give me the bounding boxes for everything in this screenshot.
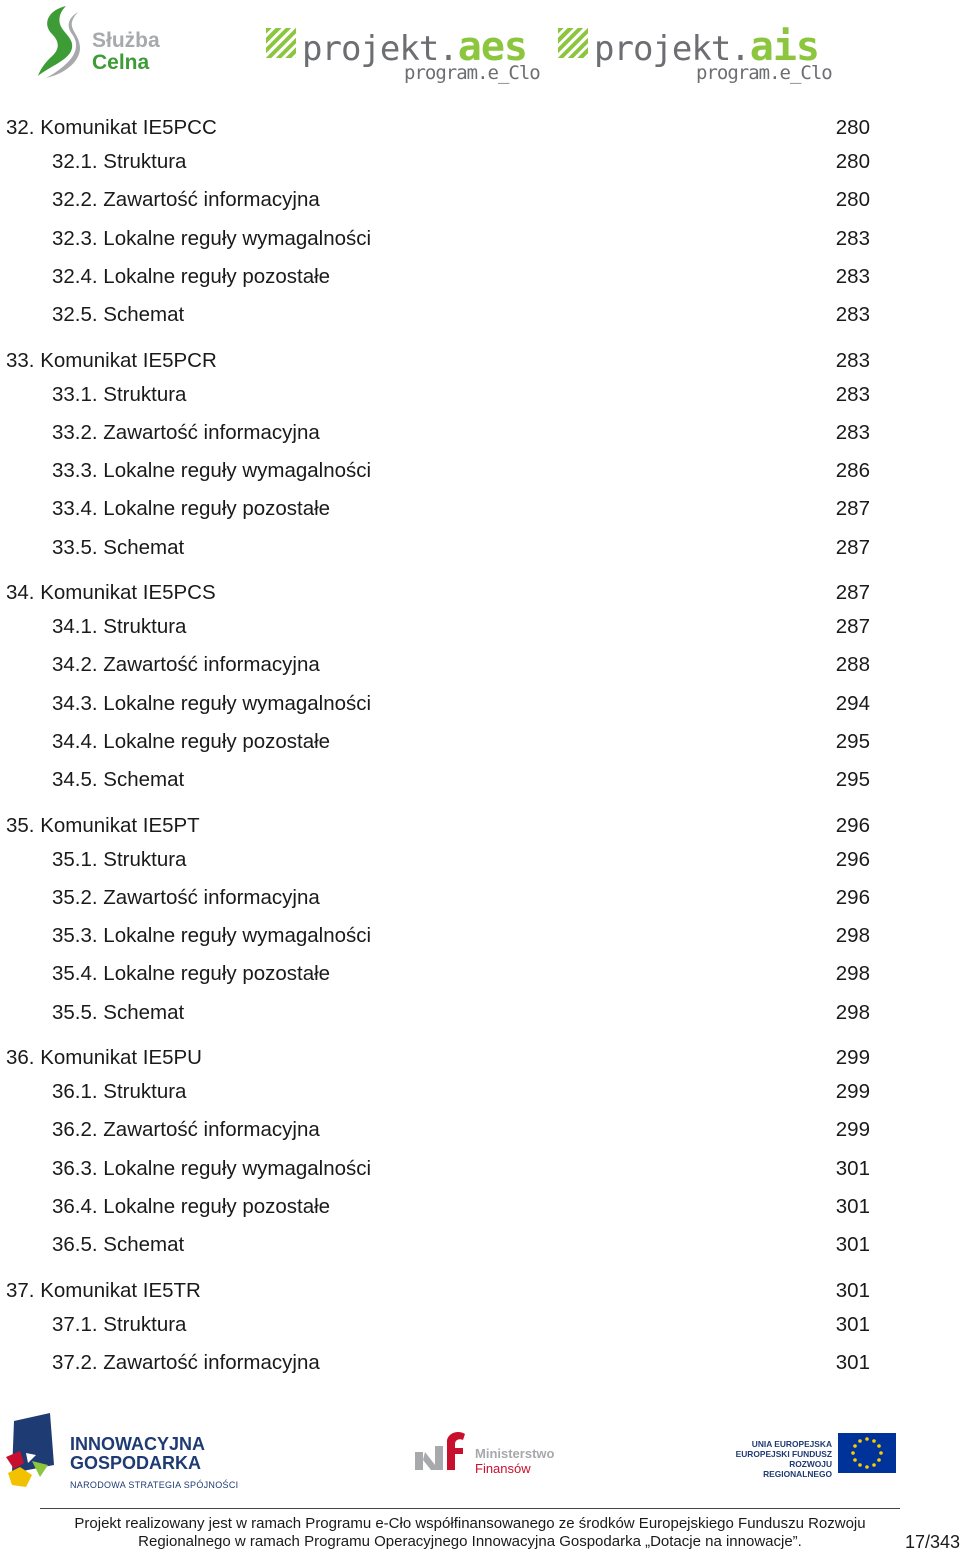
toc-entry-page: 298 <box>835 962 870 986</box>
toc-entry-title: 34.1. Struktura <box>52 615 187 638</box>
toc-entry-page: 294 <box>835 691 870 715</box>
toc-chapter[interactable] <box>0 812 880 840</box>
footer-divider <box>40 1508 900 1509</box>
toc-chapter[interactable] <box>0 1277 880 1305</box>
toc-entry-title: 34.2. Zawartość informacyjna <box>52 653 320 677</box>
footer-line-2: Regionalnego w ramach Programu Operacyjnego Innowacyjna Gospodarka „Dotacje na innowacje”. <box>138 1533 802 1550</box>
toc-entry-title: 35.5. Schemat <box>52 1000 185 1024</box>
toc-entry-title: 35.3. Lokalne reguły wymagalności <box>52 924 372 948</box>
toc-entry-title: 36.3. Lokalne reguły wymagalności <box>52 1156 372 1180</box>
toc-section[interactable] <box>0 1078 880 1106</box>
toc-entry-page: 283 <box>835 382 870 406</box>
toc-chapter[interactable] <box>0 347 880 375</box>
toc-section[interactable] <box>0 301 880 329</box>
ministerstwo-finansow-logo <box>413 1430 573 1480</box>
toc-section[interactable] <box>0 690 880 718</box>
unia-europejska-wordmark: UNIA EUROPEJSKA EUROPEJSKI FUNDUSZ ROZWOJU REGIONALNEGO <box>735 1439 832 1479</box>
toc-section[interactable] <box>0 613 880 641</box>
toc-entry-title: 33.4. Lokalne reguły pozostałe <box>52 497 331 521</box>
celna-text: Celna <box>92 51 150 74</box>
innowacyjna-gospodarka-logo <box>6 1413 246 1497</box>
projekt-ais-logo <box>558 14 832 84</box>
toc-section[interactable] <box>0 186 880 214</box>
toc-section[interactable] <box>0 728 880 756</box>
projekt-aes-subtitle: program.e_Clo <box>404 62 540 84</box>
eu-flag-icon <box>838 1433 896 1473</box>
toc-entry-page: 299 <box>835 1080 870 1103</box>
toc-entry-title: 35.2. Zawartość informacyjna <box>52 885 320 909</box>
toc-section[interactable] <box>0 381 880 409</box>
toc-chapter[interactable] <box>0 579 880 607</box>
footer-note <box>40 1515 900 1551</box>
toc-entry-page: 301 <box>835 1278 870 1302</box>
toc-entry-page: 283 <box>835 420 870 444</box>
toc-section[interactable] <box>0 1155 880 1183</box>
toc-entry-page: 301 <box>835 1312 870 1336</box>
toc-entry-page: 287 <box>835 581 870 604</box>
toc-entry-title: 35.4. Lokalne reguły pozostałe <box>52 962 331 986</box>
toc-entry-title: 34.3. Lokalne reguły wymagalności <box>52 691 372 715</box>
toc-entry-page: 286 <box>835 459 870 483</box>
toc-entry-title: 35.1. Struktura <box>52 847 187 871</box>
toc-entry-page: 283 <box>835 348 870 372</box>
toc-chapter[interactable] <box>0 1044 880 1072</box>
toc-section[interactable] <box>0 1231 880 1259</box>
toc-section[interactable] <box>0 1311 880 1339</box>
toc-entry-page: 283 <box>835 226 870 250</box>
toc-entry-page: 287 <box>835 497 870 521</box>
toc-entry-title: 37. Komunikat IE5TR <box>6 1278 201 1302</box>
toc-section[interactable] <box>0 1193 880 1221</box>
toc-entry-title: 36.2. Zawartość informacyjna <box>52 1118 320 1142</box>
toc-entry-page: 280 <box>835 150 870 173</box>
toc-entry-title: 32.5. Schemat <box>52 303 185 327</box>
toc-entry-page: 301 <box>835 1156 870 1180</box>
toc-section[interactable] <box>0 766 880 794</box>
sluzba-celna-logo <box>36 4 176 80</box>
toc-entry-page: 301 <box>835 1194 870 1218</box>
toc-entry-page: 295 <box>835 729 870 753</box>
page-header <box>0 0 960 90</box>
toc-section[interactable] <box>0 495 880 523</box>
ministerstwo-finansow-wordmark: Ministerstwo Finansów <box>475 1446 555 1476</box>
projekt-aes-wordmark: projekt.aes <box>302 24 528 70</box>
toc-entry-page: 287 <box>835 615 870 638</box>
toc-section[interactable] <box>0 884 880 912</box>
toc-entry-title: 32.2. Zawartość informacyjna <box>52 188 320 212</box>
toc-entry-title: 32.4. Lokalne reguły pozostałe <box>52 264 331 288</box>
toc-entry-page: 296 <box>835 885 870 909</box>
unia-europejska-logo <box>728 1433 898 1477</box>
toc-entry-title: 36.1. Struktura <box>52 1080 187 1103</box>
toc-entry-title: 32.1. Struktura <box>52 150 187 173</box>
toc-entry-title: 34.5. Schemat <box>52 768 185 792</box>
toc-entry-page: 288 <box>835 653 870 677</box>
sluzba-celna-emblem-icon <box>36 4 84 80</box>
toc-entry-title: 36. Komunikat IE5PU <box>6 1046 202 1069</box>
projekt-ais-wordmark: projekt.ais <box>594 24 820 70</box>
sluzba-celna-wordmark <box>92 30 160 74</box>
toc-section[interactable] <box>0 457 880 485</box>
stripes-icon <box>558 28 588 58</box>
projekt-aes-logo <box>266 14 540 84</box>
toc-entry-title: 33.2. Zawartość informacyjna <box>52 420 320 444</box>
toc-entry-title: 33.5. Schemat <box>52 535 185 559</box>
toc-entry-title: 32. Komunikat IE5PCC <box>6 116 217 139</box>
toc-entry-page: 283 <box>835 303 870 327</box>
toc-entry-title: 34. Komunikat IE5PCS <box>6 581 216 604</box>
toc-entry-title: 36.4. Lokalne reguły pozostałe <box>52 1194 331 1218</box>
toc-section[interactable] <box>0 148 880 176</box>
toc-entry-title: 33. Komunikat IE5PCR <box>6 348 217 372</box>
stripes-icon <box>266 28 296 58</box>
toc-section[interactable] <box>0 1116 880 1144</box>
sluzba-text: Służba <box>92 29 160 52</box>
innowacyjna-gospodarka-emblem-icon <box>6 1413 66 1497</box>
toc-entry-page: 287 <box>835 535 870 559</box>
toc-entry-page: 296 <box>835 847 870 871</box>
projekt-ais-subtitle: program.e_Clo <box>696 62 832 84</box>
toc-entry-page: 299 <box>835 1118 870 1142</box>
toc-entry-page: 299 <box>835 1046 870 1069</box>
toc-section[interactable] <box>0 225 880 253</box>
innowacyjna-gospodarka-wordmark: INNOWACYJNA GOSPODARKA NARODOWA STRATEGIA SPÓJNOŚCI <box>70 1434 239 1490</box>
toc-entry-title: 33.3. Lokalne reguły wymagalności <box>52 459 372 483</box>
toc-entry-page: 296 <box>835 813 870 837</box>
toc-section[interactable] <box>0 263 880 291</box>
toc-section[interactable] <box>0 960 880 988</box>
toc-section[interactable] <box>0 922 880 950</box>
toc-section[interactable] <box>0 846 880 874</box>
toc-entry-page: 280 <box>835 116 870 139</box>
toc-entry-title: 34.4. Lokalne reguły pozostałe <box>52 729 331 753</box>
toc-entry-title: 37.1. Struktura <box>52 1312 187 1336</box>
toc-entry-page: 295 <box>835 768 870 792</box>
toc-entry-page: 301 <box>835 1350 870 1374</box>
toc-entry-page: 298 <box>835 1000 870 1024</box>
ministerstwo-finansow-emblem-icon <box>413 1430 473 1476</box>
footer-line-1: Projekt realizowany jest w ramach Programu e-Cło współfinansowanego ze środków Europejskiego Funduszu Rozwoju <box>74 1515 866 1532</box>
toc-entry-title: 35. Komunikat IE5PT <box>6 813 200 837</box>
toc-entry-title: 36.5. Schemat <box>52 1233 185 1257</box>
toc-entry-title: 37.2. Zawartość informacyjna <box>52 1350 320 1374</box>
footer-logos <box>0 1405 960 1500</box>
toc-entry-page: 301 <box>835 1233 870 1257</box>
toc-section[interactable] <box>0 419 880 447</box>
toc-section[interactable] <box>0 651 880 679</box>
toc-section[interactable] <box>0 999 880 1027</box>
page-number: 17/343 <box>904 1532 960 1552</box>
toc-entry-title: 33.1. Struktura <box>52 382 187 406</box>
toc-section[interactable] <box>0 534 880 562</box>
toc-entry-page: 280 <box>835 188 870 212</box>
toc-entry-page: 283 <box>835 264 870 288</box>
toc-section[interactable] <box>0 1349 880 1377</box>
toc-entry-title: 32.3. Lokalne reguły wymagalności <box>52 226 372 250</box>
toc-chapter[interactable] <box>0 114 880 142</box>
toc-entry-page: 298 <box>835 924 870 948</box>
